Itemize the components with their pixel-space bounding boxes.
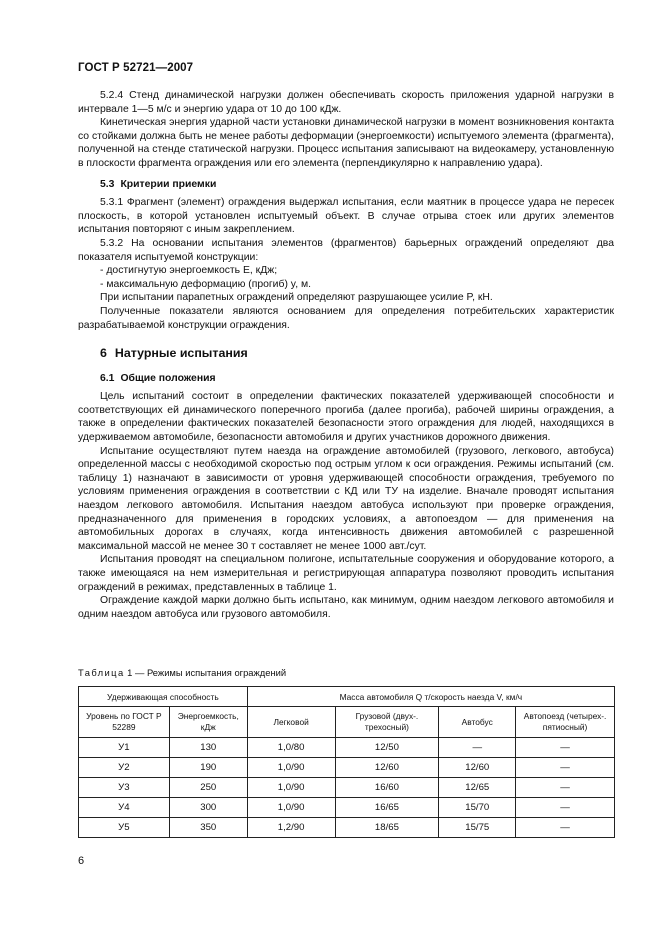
table-cell: 16/65 bbox=[335, 798, 439, 818]
table-cell: 12/50 bbox=[335, 738, 439, 758]
table-cell: — bbox=[439, 738, 516, 758]
table-cell: 18/65 bbox=[335, 818, 439, 838]
table-column-header: Энергоемкость, кДж bbox=[169, 707, 247, 738]
table-cell: 15/70 bbox=[439, 798, 516, 818]
table-cell: — bbox=[516, 778, 615, 798]
table-cell: 250 bbox=[169, 778, 247, 798]
table-column-header: Уровень по ГОСТ Р 52289 bbox=[79, 707, 170, 738]
table-cell: 130 bbox=[169, 738, 247, 758]
section-number: 6.1 bbox=[100, 372, 115, 384]
paragraph: 5.3.1 Фрагмент (элемент) ограждения выдержал испытания, если маятник в процессе удара не пересек плоскость, в которой установлен испытуемый объект. В случае отрыва стоек или других элементов испытания повторяют с иным закреплением. bbox=[78, 197, 614, 236]
paragraph: 5.3.2 На основании испытания элементов (фрагментов) барьерных ограждений определяют два показателя испытуемой конструкции: bbox=[78, 237, 614, 263]
table-caption bbox=[78, 667, 286, 678]
table-cell: У4 bbox=[79, 798, 170, 818]
table-cell: 1,2/90 bbox=[247, 818, 335, 838]
table-cell: У5 bbox=[79, 818, 170, 838]
table-column-header: Автопоезд (четырех-. пятиосный) bbox=[516, 707, 615, 738]
table-cell: 12/65 bbox=[439, 778, 516, 798]
table-cell: У1 bbox=[79, 738, 170, 758]
table-cell: 12/60 bbox=[439, 758, 516, 778]
table-cell: — bbox=[516, 798, 615, 818]
section-title: Критерии приемки bbox=[120, 178, 217, 190]
section-heading-6 bbox=[100, 347, 614, 361]
table-row bbox=[79, 798, 615, 818]
paragraph: 5.2.4 Стенд динамической нагрузки должен обеспечивать скорость приложения ударной нагрузки в интервале 1—5 м/с и энергию удара от 10 до 100 кДж. bbox=[78, 90, 614, 115]
section-title: Общие положения bbox=[120, 372, 216, 384]
table-cell: 350 bbox=[169, 818, 247, 838]
section-heading-6-1 bbox=[100, 372, 614, 386]
paragraph: Испытание осуществляют путем наезда на ограждение автомобилей (грузового, легкового, автобуса) определенной массы с необходимой скоростью под острым углом к оси ограждения. Режимы испытаний (см. таблицу 1) назначают в зависимости от уровня удерживающей способности ограждения, требуемого по условиям применения ограждения в соответствии с КД или ТУ на изделие. Вначале проводят испытания наездом легкового автомобиля. Испытания наездом автобуса используют при проверке ограждения, предназначенного для применения в городских условиях, а автопоездом — для применения на автомобильных дорогах в случаях, когда интенсивность движения автомобилей с разрешенной максимальной массой не менее 30 т составляет не менее 1000 авт./сут. bbox=[78, 445, 614, 552]
paragraph: Испытания проводят на специальном полигоне, испытательные сооружения и оборудование которого, а также имеющаяся на нем измерительная и регистрирующая аппаратура позволяют проводить испытания ограждений в режимах, представленных в таблице 1. bbox=[78, 554, 614, 593]
table-caption-text: 1 — Режимы испытания ограждений bbox=[127, 667, 287, 678]
table-column-header: Автобус bbox=[439, 707, 516, 738]
table-cell: 12/60 bbox=[335, 758, 439, 778]
table-cell: У2 bbox=[79, 758, 170, 778]
paragraph: При испытании парапетных ограждений определяют разрушающее усилие P, кН. bbox=[100, 292, 493, 304]
section-number: 6 bbox=[100, 346, 107, 361]
test-modes-table bbox=[78, 686, 615, 838]
paragraph: Цель испытаний состоит в определении фактических показателей удерживающей способности и соответствующих ей динамического поперечного прогиба (далее прогиба), рабочей ширины ограждения, а также в определении фактических показателей безопасности этого ограждения для людей, находящихся в удерживаемом автомобиле, безопасности автомобиля и других участников дорожного движения. bbox=[78, 391, 614, 444]
paragraph: Кинетическая энергия ударной части установки динамической нагрузки в момент возникновения контакта со стойками должна быть не менее работы деформации (энергоемкости) испытуемого элемента (фрагмента), полученной на стенде статической нагрузки. Процесс испытания записывают на видеокамеру, установленную в плоскости фрагмента ограждения или его элемента (перпендикулярно к направлению удара). bbox=[78, 117, 614, 169]
table-cell: У3 bbox=[79, 778, 170, 798]
table-cell: 300 bbox=[169, 798, 247, 818]
document-body bbox=[78, 89, 614, 621]
table-cell: 190 bbox=[169, 758, 247, 778]
table-row bbox=[79, 738, 615, 758]
section-heading-5-3 bbox=[100, 178, 614, 192]
table-cell: 1,0/80 bbox=[247, 738, 335, 758]
page-number: 6 bbox=[78, 855, 85, 867]
table-cell: — bbox=[516, 758, 615, 778]
table-row bbox=[79, 818, 615, 838]
table-cell: 1,0/90 bbox=[247, 798, 335, 818]
paragraph: Полученные показатели являются основанием для определения потребительских характеристик разрабатываемой конструкции ограждения. bbox=[78, 305, 614, 331]
table-row bbox=[79, 778, 615, 798]
section-title: Натурные испытания bbox=[114, 346, 248, 361]
paragraph: Ограждение каждой марки должно быть испытано, как минимум, одним наездом легкового автомобиля и одним наездом автобуса или грузового автомобиля. bbox=[78, 595, 614, 620]
table-cell: 1,0/90 bbox=[247, 758, 335, 778]
section-number: 5.3 bbox=[100, 178, 115, 190]
table-group-header: Масса автомобиля Q т/скорость наезда V, км/ч bbox=[247, 687, 614, 707]
table-cell: 15/75 bbox=[439, 818, 516, 838]
table-column-header: Легковой bbox=[247, 707, 335, 738]
table-column-header: Грузовой (двух-. трехосный) bbox=[335, 707, 439, 738]
table-cell: 16/60 bbox=[335, 778, 439, 798]
list-item: - достигнутую энергоемкость E, кДж; bbox=[100, 265, 278, 277]
table-caption-label: Таблица bbox=[78, 667, 125, 678]
table-cell: — bbox=[516, 738, 615, 758]
document-header: ГОСТ Р 52721—2007 bbox=[78, 62, 194, 74]
list-item: - максимальную деформацию (прогиб) y, м. bbox=[100, 278, 312, 290]
table-row bbox=[79, 758, 615, 778]
table-cell: — bbox=[516, 818, 615, 838]
table-cell: 1,0/90 bbox=[247, 778, 335, 798]
table-group-header: Удерживающая способность bbox=[79, 687, 248, 707]
